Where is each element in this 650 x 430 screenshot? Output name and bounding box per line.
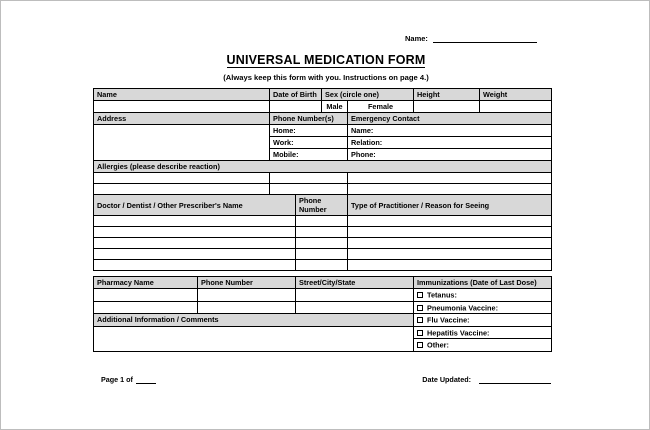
date-updated-label: Date Updated: xyxy=(422,375,471,384)
label-phone-home[interactable]: Home: xyxy=(270,125,348,137)
prescribers-header-row xyxy=(94,195,552,216)
label-pharmacy-address: Street/City/State xyxy=(296,277,414,289)
input-pharmacy-address[interactable] xyxy=(296,301,414,314)
checkbox-icon[interactable] xyxy=(417,305,423,311)
label-emergency-name[interactable]: Name: xyxy=(348,125,552,137)
label-phone-mobile[interactable]: Mobile: xyxy=(270,149,348,161)
allergies-header-row xyxy=(94,161,552,173)
date-updated-field xyxy=(422,375,551,384)
label-weight: Weight xyxy=(480,89,552,101)
contact-header-row xyxy=(94,113,552,125)
comments-body-row xyxy=(94,326,552,339)
identity-value-row xyxy=(94,101,552,113)
input-prescriber-phone[interactable] xyxy=(296,238,348,249)
input-pharmacy-address[interactable] xyxy=(296,289,414,302)
table-row xyxy=(94,227,552,238)
page-number xyxy=(101,375,156,384)
checkbox-icon[interactable] xyxy=(417,342,423,348)
input-date-of-birth[interactable] xyxy=(270,101,322,113)
identity-header-row xyxy=(94,89,552,101)
label-sex: Sex (circle one) xyxy=(322,89,414,101)
input-allergy-1b[interactable] xyxy=(270,173,348,184)
input-prescriber-phone[interactable] xyxy=(296,260,348,271)
allergies-row xyxy=(94,184,552,195)
label-immunization-pneumonia: Pneumonia Vaccine: xyxy=(427,303,498,313)
allergies-row xyxy=(94,173,552,184)
checkbox-icon[interactable] xyxy=(417,292,423,298)
input-prescriber-name[interactable] xyxy=(94,249,296,260)
input-pharmacy-phone[interactable] xyxy=(198,289,296,302)
table-row xyxy=(94,249,552,260)
immunization-row-other[interactable] xyxy=(414,339,552,352)
label-pharmacy-phone: Phone Number xyxy=(198,277,296,289)
contact-row-home xyxy=(94,125,552,137)
input-allergy-2c[interactable] xyxy=(348,184,552,195)
input-pharmacy-name[interactable] xyxy=(94,289,198,302)
label-emergency-phone[interactable]: Phone: xyxy=(348,149,552,161)
label-immunization-hepatitis: Hepatitis Vaccine: xyxy=(427,328,490,338)
label-date-of-birth: Date of Birth xyxy=(270,89,322,101)
input-prescriber-phone[interactable] xyxy=(296,227,348,238)
input-allergy-1a[interactable] xyxy=(94,173,270,184)
header-name-writeline[interactable] xyxy=(433,34,537,43)
label-immunizations: Immunizations (Date of Last Dose) xyxy=(414,277,552,289)
label-name: Name xyxy=(94,89,270,101)
form-footer xyxy=(101,375,551,384)
immunization-row-tetanus[interactable] xyxy=(414,289,552,302)
table-row xyxy=(94,289,552,302)
date-updated-writeline[interactable] xyxy=(479,376,551,384)
input-address[interactable] xyxy=(94,125,270,161)
option-male[interactable]: Male xyxy=(322,101,348,113)
label-height: Height xyxy=(414,89,480,101)
immunization-row-flu[interactable] xyxy=(414,314,552,327)
table-row xyxy=(94,301,552,314)
checkbox-icon[interactable] xyxy=(417,330,423,336)
label-prescriber-phone: Phone Number xyxy=(296,195,348,216)
table-row xyxy=(94,216,552,227)
page-number-label: Page 1 of xyxy=(101,375,133,384)
label-phone-work[interactable]: Work: xyxy=(270,137,348,149)
input-prescriber-name[interactable] xyxy=(94,216,296,227)
label-allergies: Allergies (please describe reaction) xyxy=(94,161,552,173)
input-prescriber-name[interactable] xyxy=(94,227,296,238)
option-female[interactable]: Female xyxy=(348,101,414,113)
header-name-label: Name: xyxy=(405,34,428,43)
input-weight[interactable] xyxy=(480,101,552,113)
input-prescriber-type[interactable] xyxy=(348,227,552,238)
label-immunization-tetanus: Tetanus: xyxy=(427,290,457,300)
label-additional-info: Additional Information / Comments xyxy=(94,314,414,327)
input-prescriber-name[interactable] xyxy=(94,238,296,249)
input-pharmacy-phone[interactable] xyxy=(198,301,296,314)
input-prescriber-name[interactable] xyxy=(94,260,296,271)
input-pharmacy-name[interactable] xyxy=(94,301,198,314)
input-prescriber-type[interactable] xyxy=(348,249,552,260)
input-height[interactable] xyxy=(414,101,480,113)
label-pharmacy-name: Pharmacy Name xyxy=(94,277,198,289)
checkbox-icon[interactable] xyxy=(417,317,423,323)
label-emergency-contact: Emergency Contact xyxy=(348,113,552,125)
page-total-writeline[interactable] xyxy=(136,376,156,384)
label-prescriber-name: Doctor / Dentist / Other Prescriber's Name xyxy=(94,195,296,216)
label-immunization-other: Other: xyxy=(427,340,449,350)
pharmacy-header-row xyxy=(94,277,552,289)
page-title: UNIVERSAL MEDICATION FORM xyxy=(226,53,426,67)
label-address: Address xyxy=(94,113,270,125)
input-additional-info[interactable] xyxy=(94,326,414,351)
input-name[interactable] xyxy=(94,101,270,113)
page-subtitle: (Always keep this form with you. Instructions on page 4.) xyxy=(223,73,429,82)
label-phone-numbers: Phone Number(s) xyxy=(270,113,348,125)
immunization-row-pneumonia[interactable] xyxy=(414,301,552,314)
label-prescriber-type: Type of Practitioner / Reason for Seeing xyxy=(348,195,552,216)
table-row xyxy=(94,260,552,271)
input-allergy-2b[interactable] xyxy=(270,184,348,195)
input-allergy-2a[interactable] xyxy=(94,184,270,195)
label-emergency-relation[interactable]: Relation: xyxy=(348,137,552,149)
header-name-field[interactable] xyxy=(405,34,537,43)
comments-header-row xyxy=(94,314,552,327)
input-allergy-1c[interactable] xyxy=(348,173,552,184)
title-block xyxy=(1,51,650,82)
input-prescriber-phone[interactable] xyxy=(296,249,348,260)
label-immunization-flu: Flu Vaccine: xyxy=(427,315,470,325)
input-prescriber-type[interactable] xyxy=(348,260,552,271)
input-prescriber-type[interactable] xyxy=(348,238,552,249)
input-prescriber-phone[interactable] xyxy=(296,216,348,227)
table-row xyxy=(94,238,552,249)
input-prescriber-type[interactable] xyxy=(348,216,552,227)
immunization-row-hepatitis[interactable] xyxy=(414,326,552,339)
medication-form-table xyxy=(93,88,552,352)
